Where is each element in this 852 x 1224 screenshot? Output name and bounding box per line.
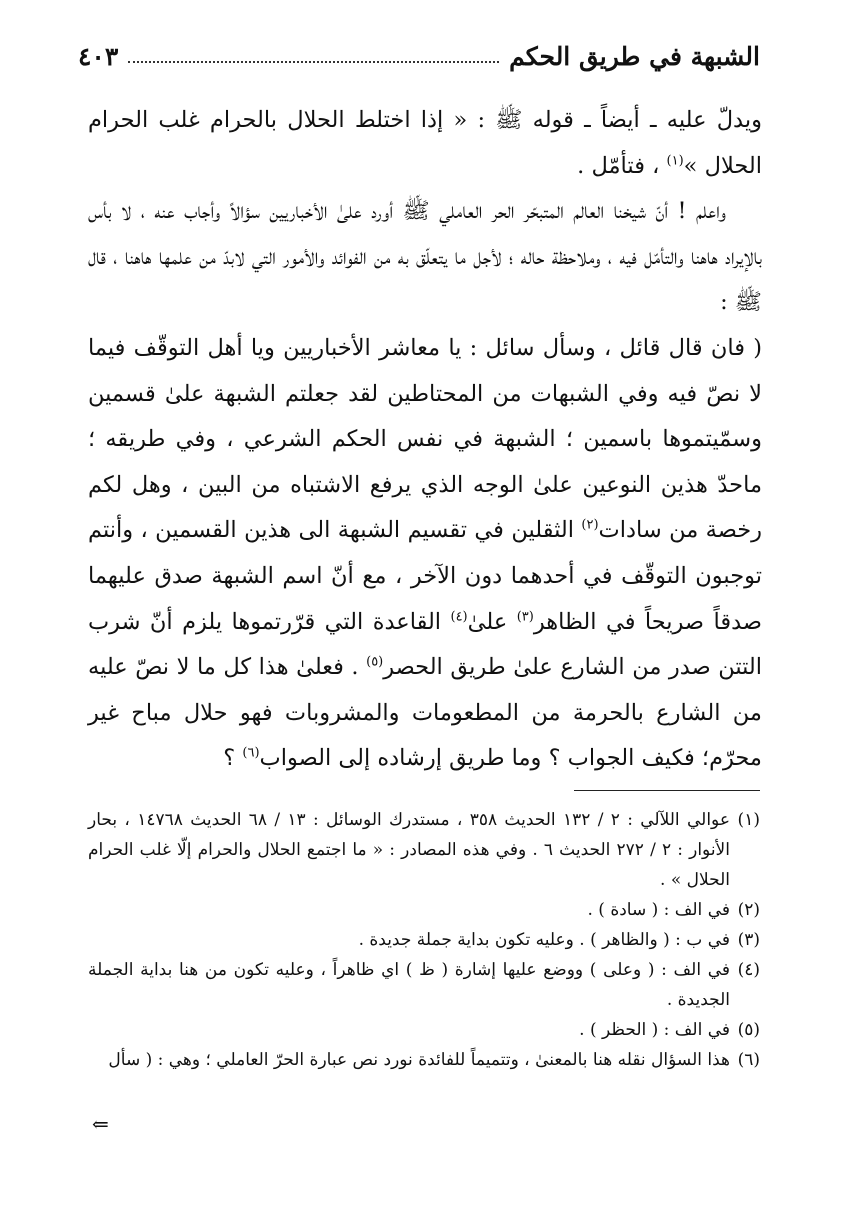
footnote-number: (٢)	[737, 900, 760, 920]
footnote-ref-6: (٦)	[242, 745, 260, 761]
page-number: ٤٠٣	[78, 41, 119, 71]
body-text	[88, 98, 762, 782]
footnote-separator	[574, 790, 760, 791]
paragraph-3	[88, 326, 762, 782]
footnote-1	[88, 805, 760, 895]
dotted-leader	[128, 60, 499, 63]
footnote-number: (١)	[737, 810, 760, 830]
continuation-arrow-icon: ⇐	[92, 1112, 109, 1136]
footnote-2	[88, 895, 760, 925]
footnote-text: في الف : ( سادة ) .	[587, 900, 730, 920]
footnote-number: (٦)	[737, 1050, 760, 1070]
footnote-6	[88, 1045, 760, 1075]
footnotes	[88, 805, 760, 1075]
paragraph-3-part-e: . فعلىٰ هذا كل ما لا نصّ عليه من الشارع بالحرمة من المطعومات والمشروبات فهو حلال مباح غير محرّم؛ فكيف الجواب ؟ وما طريق إرشاده إلى الصواب	[88, 654, 762, 772]
paragraph-1	[88, 98, 762, 189]
paragraph-1-tail: ، فتأمّل .	[577, 152, 667, 179]
footnote-text: عوالي اللآلي : ٢ / ١٣٢ الحديث ٣٥٨ ، مستدرك الوسائل : ١٣ / ٦٨ الحديث ١٤٧٦٨ ، بحار الأنوار : ٢ / ٢٧٢ الحديث ٦ . وفي هذه المصادر : « ما اجتمع الحلال والحرام إلّا غلب الحرام الحلال » .	[88, 810, 730, 890]
footnote-number: (٤)	[737, 960, 760, 980]
running-title: الشبهة في طريق الحكم	[509, 41, 760, 71]
footnote-number: (٣)	[737, 930, 760, 950]
footnote-5	[88, 1015, 760, 1045]
running-header	[78, 30, 760, 70]
footnote-ref-4: (٤)	[450, 609, 468, 625]
footnote-4	[88, 955, 760, 1015]
footnote-ref-2: (٢)	[581, 517, 599, 533]
footnote-ref-5: (٥)	[366, 654, 384, 670]
footnote-text: في ب : ( والظاهر ) . وعليه تكون بداية جملة جديدة .	[358, 930, 730, 950]
footnote-text: هذا السؤال نقله هنا بالمعنىٰ ، وتتميماً للفائدة نورد نص عبارة الحرّ العاملي ؛ وهي : ( سأل	[108, 1050, 730, 1070]
footnote-ref-3: (٣)	[516, 609, 534, 625]
paragraph-2: واعلم ! أنّ شيخنا العالم المتبحّر الحر العاملي ﷺ أورد علىٰ الأخباريين سؤالاً وأجاب عنه ، لا بأس بالإيراد هاهنا والتأمّل فيه ، وملاحظة حاله ؛ لأجل ما يتعلّق به من الفوائد والأمور التي لابدّ من علمها هاهنا ، قال ﷺ :	[88, 198, 762, 316]
footnote-3	[88, 925, 760, 955]
paragraph-1-text: ويدلّ عليه ـ أيضاً ـ قوله ﷺ : « إذا اختلط الحلال بالحرام غلب الحرام الحلال »	[88, 107, 762, 179]
footnote-text: في الف : ( وعلى ) ووضع عليها إشارة ( ظ ) اي ظاهراً ، وعليه تكون من هنا بداية الجملة الجديدة .	[88, 960, 730, 1010]
paragraph-3-part-c: علىٰ	[467, 608, 517, 635]
footnote-number: (٥)	[737, 1020, 760, 1040]
paragraph-3-part-f: ؟	[223, 745, 243, 772]
footnote-text: في الف : ( الحظر ) .	[579, 1020, 730, 1040]
paragraph-3-part-d: القاعدة التي قرّرتموها يلزم أنّ شرب التتن صدر من الشارع علىٰ طريق الحصر	[88, 608, 763, 681]
paragraph-3-part-a: ( فان قال قائل ، وسأل سائل : يا معاشر الأخباريين ويا أهل التوقّف فيما لا نصّ فيه وفي الشبهات من المحتاطين لقد جعلتم الشبهة علىٰ قسمين وسمّيتموها باسمين ؛ الشبهة في نفس الحكم الشرعي ، وفي طريقه ؛ ماحدّ هذين النوعين علىٰ الوجه الذي يرفع الاشتباه من البين ، وهل لكم رخصة من سادات	[88, 334, 762, 544]
paragraph-3-part-b: الثقلين في تقسيم الشبهة الى هذين القسمين ، وأنتم توجبون التوقّف في أحدهما دون الآخر ، مع أنّ اسم الشبهة صدق عليهما صدقاً صريحاً في الظاهر	[88, 517, 762, 635]
footnote-ref-1: (١)	[666, 153, 684, 169]
